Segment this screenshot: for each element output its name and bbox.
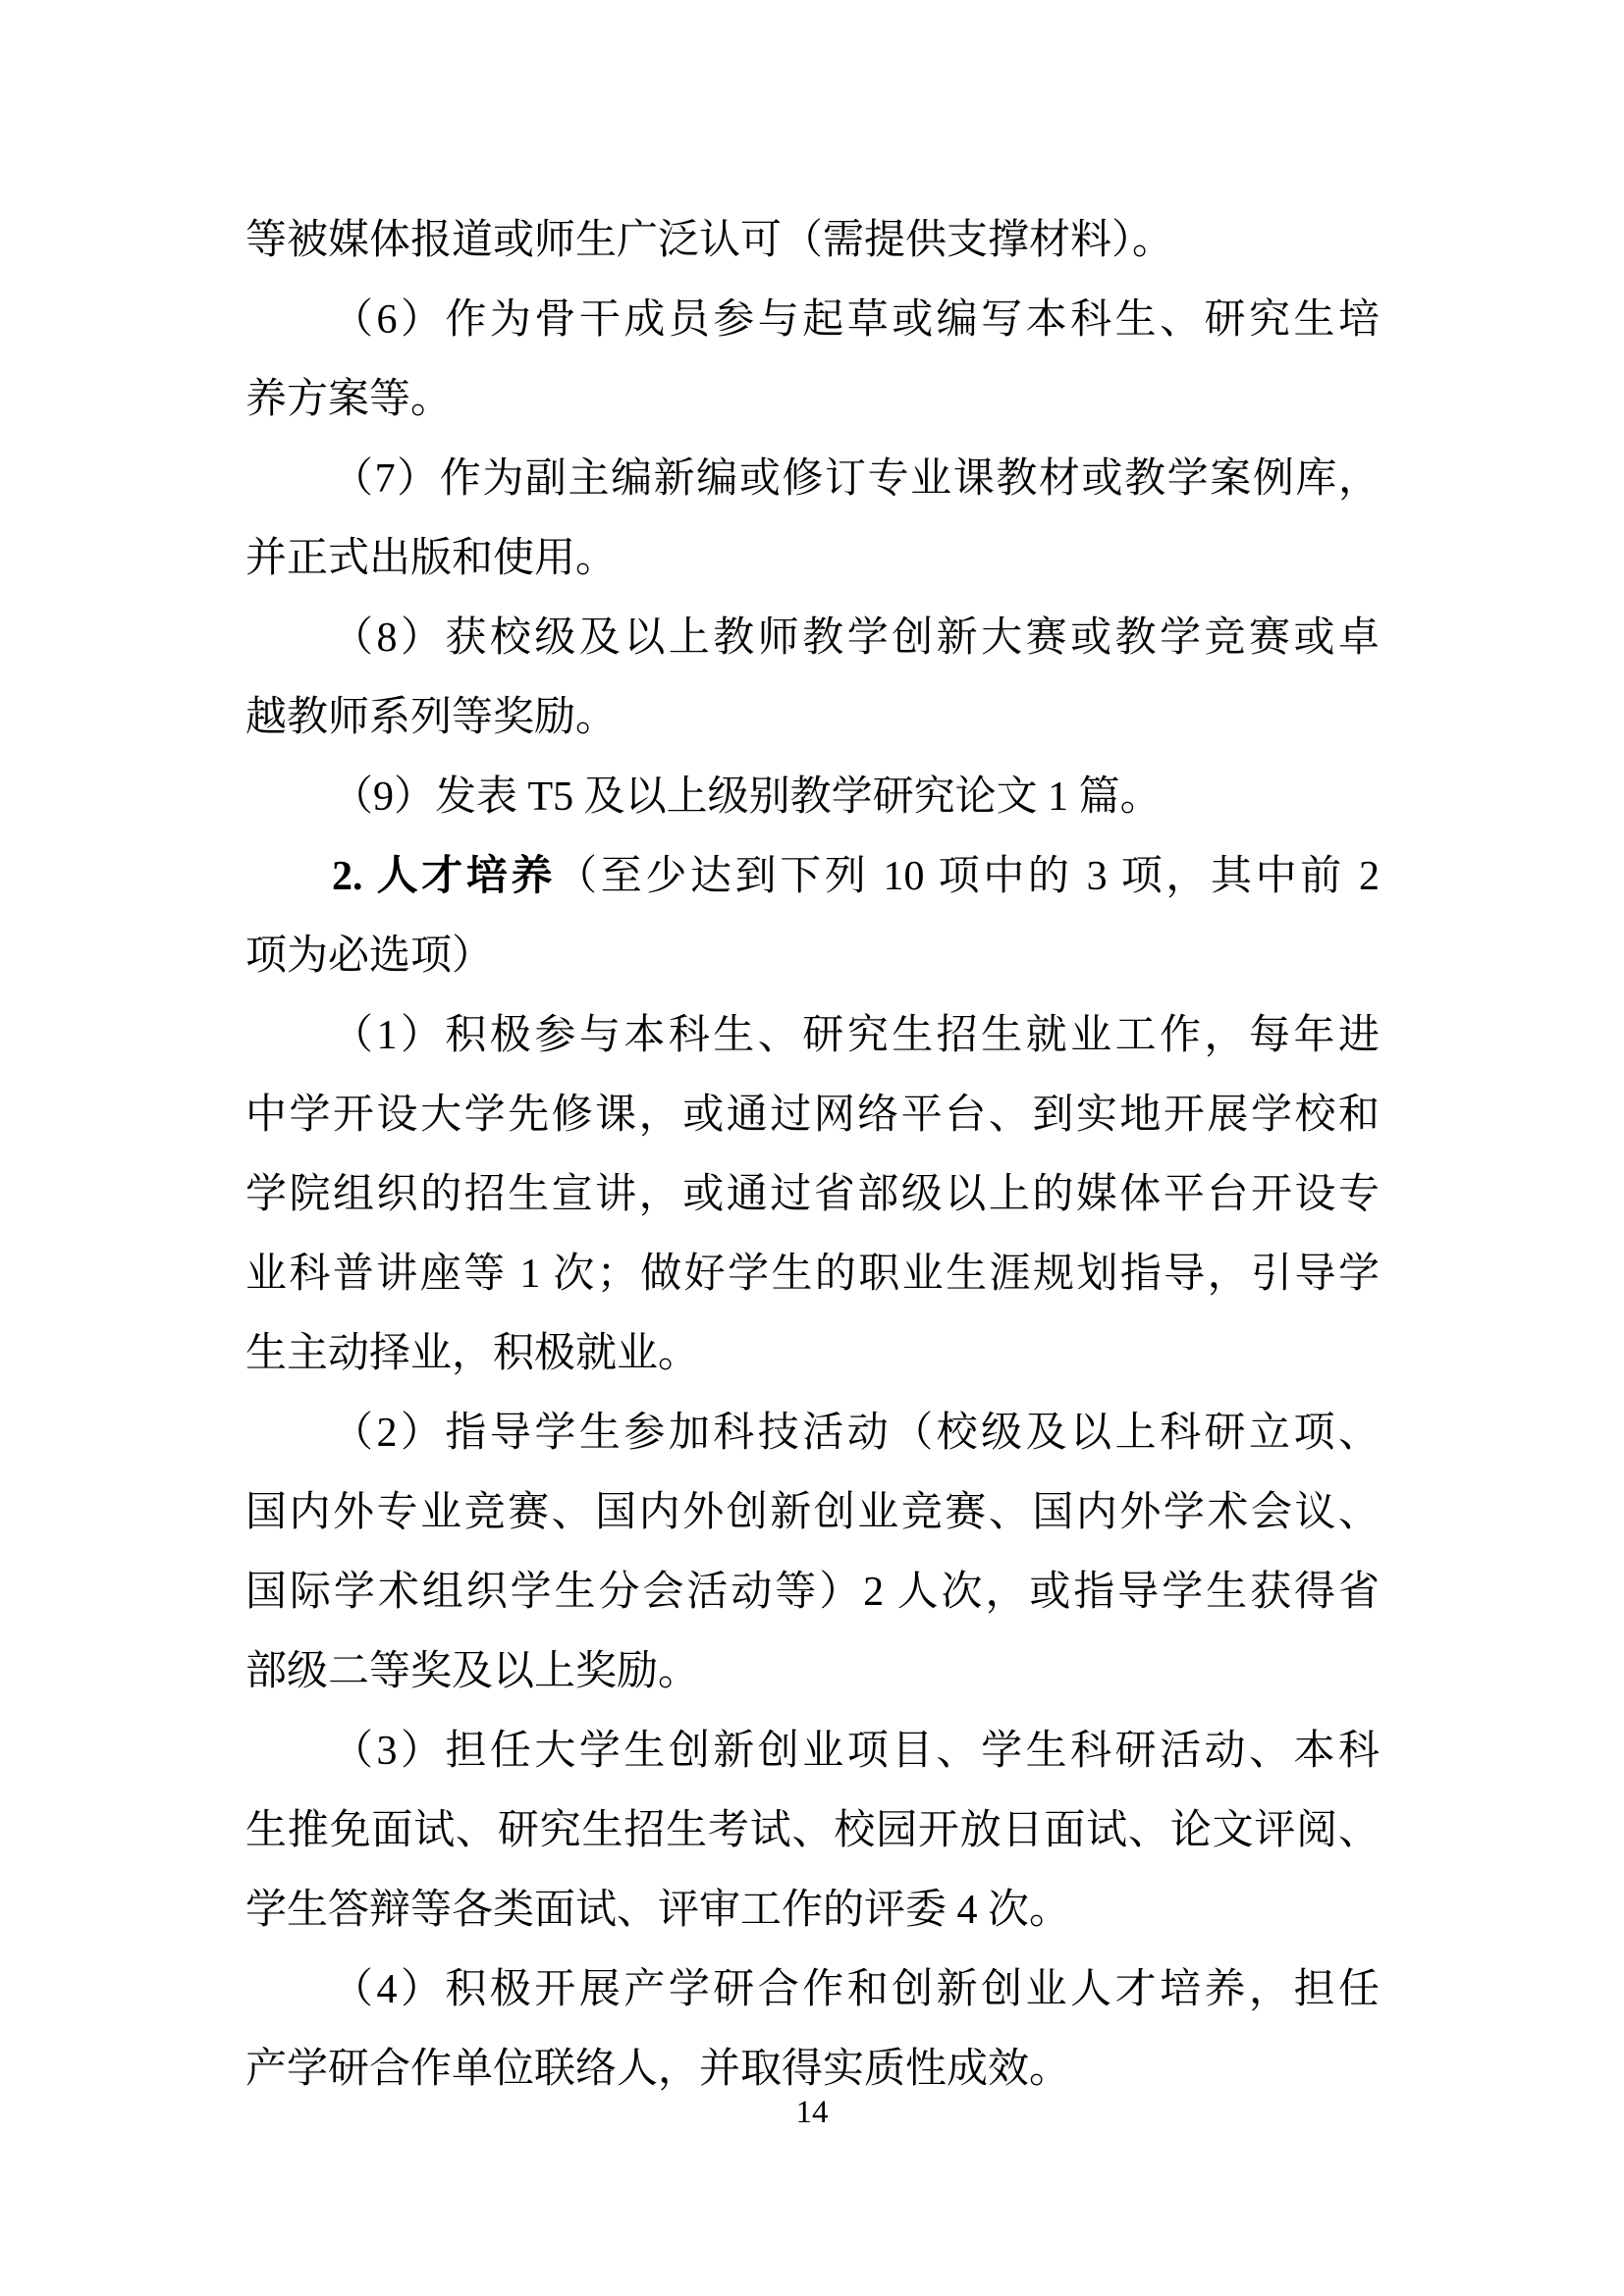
text-line: 生推免面试、研究生招生考试、校园开放日面试、论文评阅、 <box>245 1808 1380 1853</box>
text-line: 学院组织的招生宣讲，或通过省部级以上的媒体平台开设专 <box>245 1172 1380 1217</box>
text-line: （1）积极参与本科生、研究生招生就业工作，每年进 <box>332 1013 1380 1058</box>
text-line: （8）获校级及以上教师教学创新大赛或教学竞赛或卓 <box>332 615 1380 661</box>
text-line-heading <box>245 837 1380 917</box>
section-heading-note: （至少达到下列 10 项中的 3 项，其中前 2 <box>556 854 1380 899</box>
text-line: （3）担任大学生创新创业项目、学生科研活动、本科 <box>332 1729 1380 1774</box>
text-line: 等被媒体报道或师生广泛认可（需提供支撑材料）。 <box>245 218 1174 263</box>
text-line: （6）作为骨干成员参与起草或编写本科生、研究生培 <box>332 297 1380 343</box>
text-line: 国际学术组织学生分会活动等）2 人次，或指导学生获得省 <box>245 1570 1380 1615</box>
text-line: 业科普讲座等 1 次；做好学生的职业生涯规划指导，引导学 <box>245 1252 1380 1297</box>
text-line: 并正式出版和使用。 <box>245 536 618 581</box>
text-line: 部级二等奖及以上奖励。 <box>245 1649 700 1694</box>
text-line: 中学开设大学先修课，或通过网络平台、到实地开展学校和 <box>245 1093 1380 1138</box>
document-body <box>245 201 1380 2109</box>
section-heading-talent-cultivation: 2. 人才培养 <box>332 854 557 899</box>
text-line: 学生答辩等各类面试、评审工作的评委 4 次。 <box>245 1888 1071 1933</box>
text-line: （4）积极开展产学研合作和创新创业人才培养，担任 <box>332 1967 1380 2012</box>
text-line: 生主动择业，积极就业。 <box>245 1331 700 1376</box>
text-line: （7）作为副主编新编或修订专业课教材或教学案例库， <box>332 456 1380 502</box>
text-line: 国内外专业竞赛、国内外创新创业竞赛、国内外学术会议、 <box>245 1490 1380 1535</box>
text-line: （9）发表 T5 及以上级别教学研究论文 1 篇。 <box>332 774 1162 820</box>
text-line: （2）指导学生参加科技活动（校级及以上科研立项、 <box>332 1411 1380 1456</box>
text-line: 项为必选项） <box>245 934 494 979</box>
text-line: 养方案等。 <box>245 377 453 422</box>
page-number: 14 <box>795 2095 829 2130</box>
text-line: 越教师系列等奖励。 <box>245 695 618 740</box>
text-line: 产学研合作单位联络人，并取得实质性成效。 <box>245 2047 1071 2092</box>
